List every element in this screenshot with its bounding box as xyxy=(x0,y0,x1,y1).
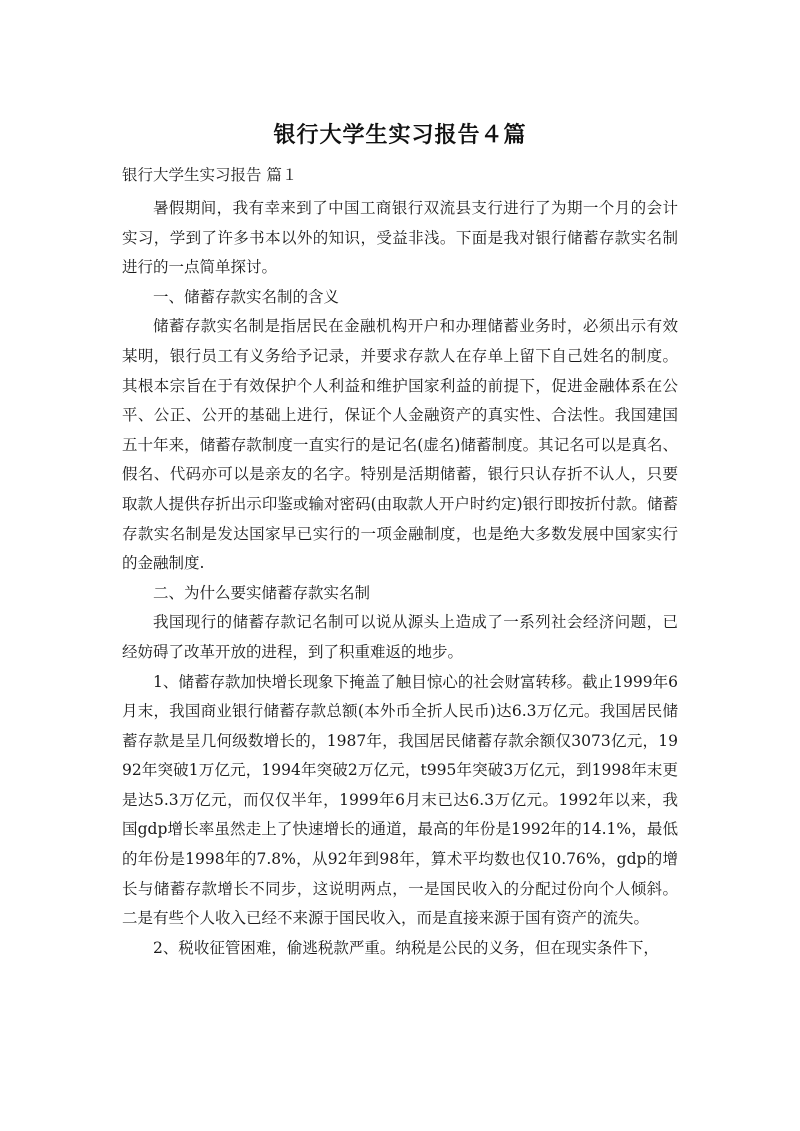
section-heading-1: 一、储蓄存款实名制的含义 xyxy=(153,287,340,306)
section-heading-2: 二、为什么要实储蓄存款实名制 xyxy=(153,583,371,602)
document-body xyxy=(122,194,678,963)
paragraph-point-1: 1、储蓄存款加快增长现象下掩盖了触目惊心的社会财富转移。截止1999年6月末，我国商业银行储蓄存款总额(本外币全折人民币)达6.3万亿元。我国居民储蓄存款是呈几何级数增长的，1987年，我国居民储蓄存款余额仅3073亿元，1992年突破1万亿元，1994年突破2万亿元，t995年突破3万亿元，到1998年末更是达5.3万亿元，而仅仅半年，1999年6月末已达6.3万亿元。1992年以来，我国gdp增长率虽然走上了快速增长的通道，最高的年份是1992年的14.1%，最低的年份是1998年的7.8%，从92年到98年，算术平均数也仅10.76%，gdp的增长与储蓄存款增长不同步，这说明两点，一是国民收入的分配过份向个人倾斜。二是有些个人收入已经不来源于国民收入，而是直接来源于国有资产的流失。 xyxy=(122,672,678,928)
document-title: 银行大学生实习报告４篇 xyxy=(273,123,527,148)
paragraph-intro: 暑假期间，我有幸来到了中国工商银行双流县支行进行了为期一个月的会计实习，学到了许多书本以外的知识，受益非浅。下面是我对银行储蓄存款实名制进行的一点简单探讨。 xyxy=(122,199,678,277)
paragraph-definition: 储蓄存款实名制是指居民在金融机构开户和办理储蓄业务时，必须出示有效某明，银行员工有义务给予记录，并要求存款人在存单上留下自己姓名的制度。其根本宗旨在于有效保护个人利益和维护国家利益的前提下，促进金融体系在公平、公正、公开的基础上进行，保证个人金融资产的真实性、合法性。我国建国五十年来，储蓄存款制度一直实行的是记名(虚名)储蓄制度。其记名可以是真名、假名、代码亦可以是亲友的名字。特别是活期储蓄，银行只认存折不认人，只要取款人提供存折出示印鉴或输对密码(由取款人开户时约定)银行即按折付款。储蓄存款实名制是发达国家早已实行的一项金融制度，也是绝大多数发展中国家实行的金融制度. xyxy=(122,317,678,573)
paragraph-reason-intro: 我国现行的储蓄存款记名制可以说从源头上造成了一系列社会经济问题，已经妨碍了改革开放的进程，到了积重难返的地步。 xyxy=(122,613,678,661)
document-subtitle: 银行大学生实习报告 篇１ xyxy=(122,166,298,184)
paragraph-point-2: 2、税收征管困难，偷逃税款严重。纳税是公民的义务，但在现实条件下， xyxy=(153,938,659,957)
